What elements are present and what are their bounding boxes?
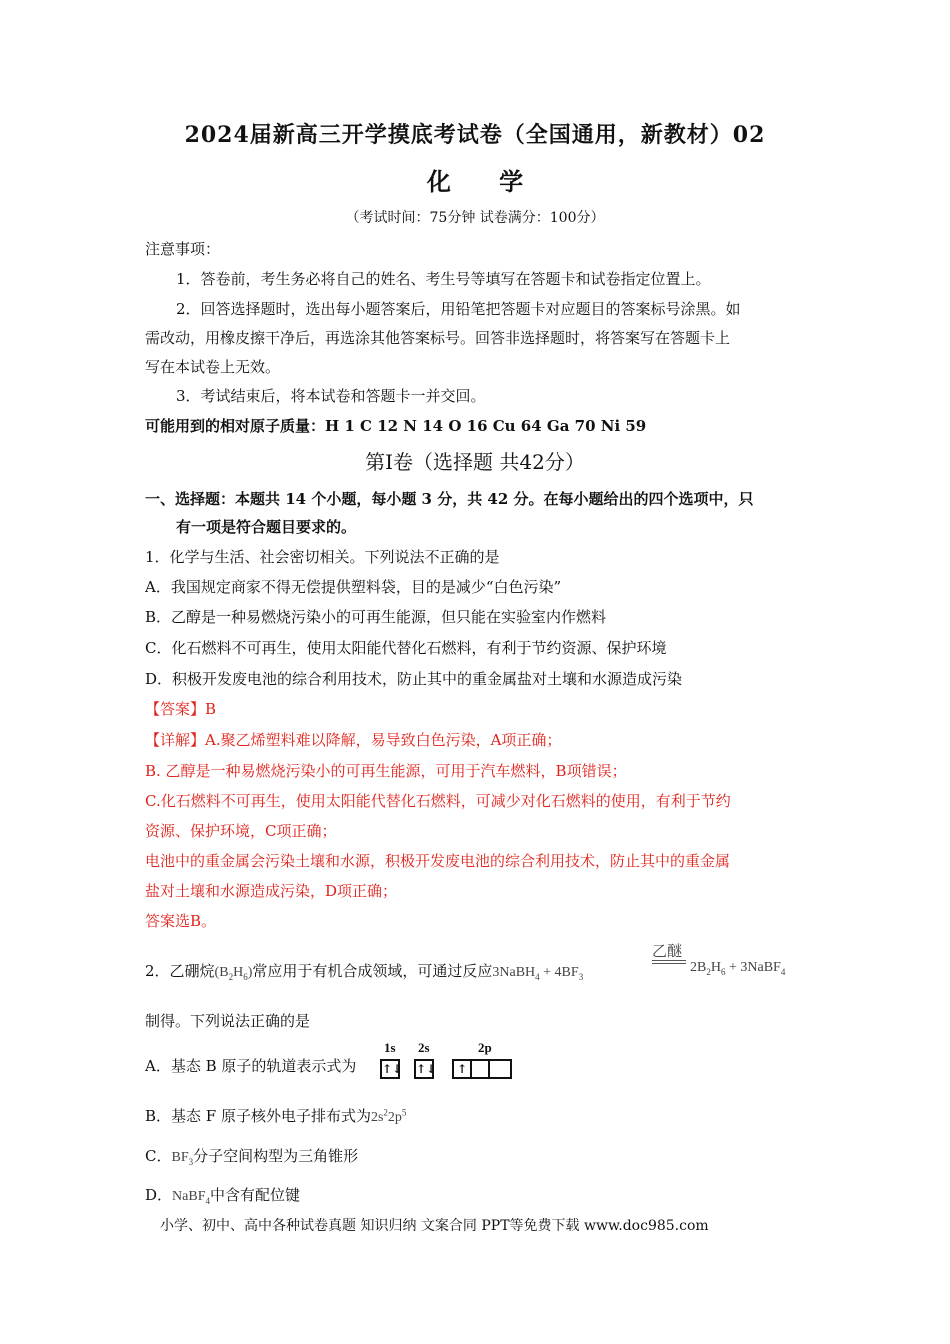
part-heading-cont: 有一项是符合题目要求的。 — [176, 518, 357, 536]
atomic-mass-line: 可能用到的相对原子质量：H 1 C 12 N 14 O 16 Cu 64 Ga 70 Ni 59 — [145, 417, 647, 435]
exam-info: （考试时间：75分钟 试卷满分：100分） — [345, 210, 605, 226]
part-heading: 一、选择题：本题共 14 个小题，每小题 3 分，共 42 分。在每小题给出的四个选项中，只 — [145, 490, 754, 508]
reaction-products: $2B_2H_6$ + 3NaBF$_4$ — [690, 960, 786, 977]
q1-option-c: C．化石燃料不可再生，使用太阳能代替化石燃料，有利于节约资源、保护环境 — [145, 639, 667, 657]
q2-option-a: A．基态 B 原子的轨道表示式为 — [145, 1057, 357, 1075]
q1-option-a: A．我国规定商家不得无偿提供塑料袋，目的是减少“白色污染” — [145, 578, 562, 596]
orbital-label-1s: 1s — [384, 1040, 396, 1055]
q2-option-c: C．$BF_3$分子空间构型为三角锥形 — [145, 1147, 359, 1167]
notice-item-2-cont2: 写在本试卷上无效。 — [145, 358, 281, 376]
q1-detail-4-cont: 盐对土壤和水源造成污染，D项正确； — [145, 882, 398, 900]
notice-heading: 注意事项： — [145, 240, 221, 258]
q2-option-b: B．基态 F 原子核外电子排布式为$2s^22p^5$ — [145, 1107, 407, 1125]
orbital-label-2p: 2p — [478, 1040, 492, 1055]
q1-detail-4: 电池中的重金属会污染土壤和水源，积极开发废电池的综合利用技术，防止其中的重金属 — [145, 852, 731, 870]
q2-stem-end: 制得。下列说法正确的是 — [145, 1012, 311, 1030]
q1-stem: 1．化学与生活、社会密切相关。下列说法不正确的是 — [145, 548, 500, 566]
orbital-label-2s: 2s — [418, 1040, 430, 1055]
page-title: 2024届新高三开学摸底考试卷（全国通用，新教材）02 — [184, 122, 766, 148]
q2-stem-mid: 常应用于有机合成领域，可通过反应 — [252, 962, 493, 980]
notice-item-2-cont: 需改动，用橡皮擦干净后，再选涂其他答案标号。回答非选择题时，将答案写在答题卡上 — [145, 329, 731, 347]
orbital-box-2p: ↑ — [452, 1058, 512, 1079]
bf3-formula: $BF_3$ — [171, 1150, 194, 1167]
q1-option-d: D．积极开发废电池的综合利用技术，防止其中的重金属盐对土壤和水源造成污染 — [145, 670, 683, 688]
q2-stem — [145, 960, 583, 982]
notice-item-3: 3．考试结束后，将本试卷和答题卡一并交回。 — [176, 387, 486, 405]
b2h6-formula: $(B_2H_6)$ — [214, 965, 253, 982]
notice-item-1: 1．答卷前，考生务必将自己的姓名、考生号等填写在答题卡和试卷指定位置上。 — [176, 270, 711, 288]
q2-stem-prefix: 2．乙硼烷 — [145, 962, 215, 980]
subject-title: 化 学 — [426, 167, 524, 196]
section-title: 第Ⅰ卷（选择题 共42分） — [365, 450, 585, 474]
q1-detail-3-cont: 资源、保护环境，C项正确； — [145, 822, 337, 840]
q1-detail-2: B. 乙醇是一种易燃烧污染小的可再生能源，可用于汽车燃料，B项错误； — [145, 762, 627, 780]
reaction-equation: 3NaBH$_4$ + $4BF_3$ — [492, 965, 584, 982]
q1-detail-5: 答案选B。 — [145, 912, 217, 930]
q1-detail-1: 【详解】A.聚乙烯塑料难以降解，易导致白色污染，A项正确； — [145, 731, 562, 749]
orbital-box-2s: ↑↓ — [414, 1058, 434, 1079]
orbital-box-1s: ↑↓ — [380, 1058, 400, 1079]
page-footer: 小学、初中、高中各种试卷真题 知识归纳 文案合同 PPT等免费下载 www.doc985.com — [160, 1218, 709, 1234]
notice-item-2: 2．回答选择题时，选出每小题答案后，用铅笔把答题卡对应题目的答案标号涂黑。如 — [176, 300, 741, 318]
reaction-arrow — [652, 960, 686, 964]
q2-option-d: D．NaBF$_4$中含有配位键 — [145, 1186, 300, 1206]
f-config: $2s^22p^5$ — [370, 1107, 407, 1125]
q1-option-b: B．乙醇是一种易燃烧污染小的可再生能源，但只能在实验室内作燃料 — [145, 608, 607, 626]
reaction-catalyst: 乙醚 — [652, 944, 683, 960]
q1-detail-3: C.化石燃料不可再生，使用太阳能代替化石燃料，可减少对化石燃料的使用，有利于节约 — [145, 792, 731, 810]
nabf4-formula: NaBF$_4$ — [172, 1189, 210, 1206]
q1-answer: 【答案】B — [145, 700, 217, 718]
